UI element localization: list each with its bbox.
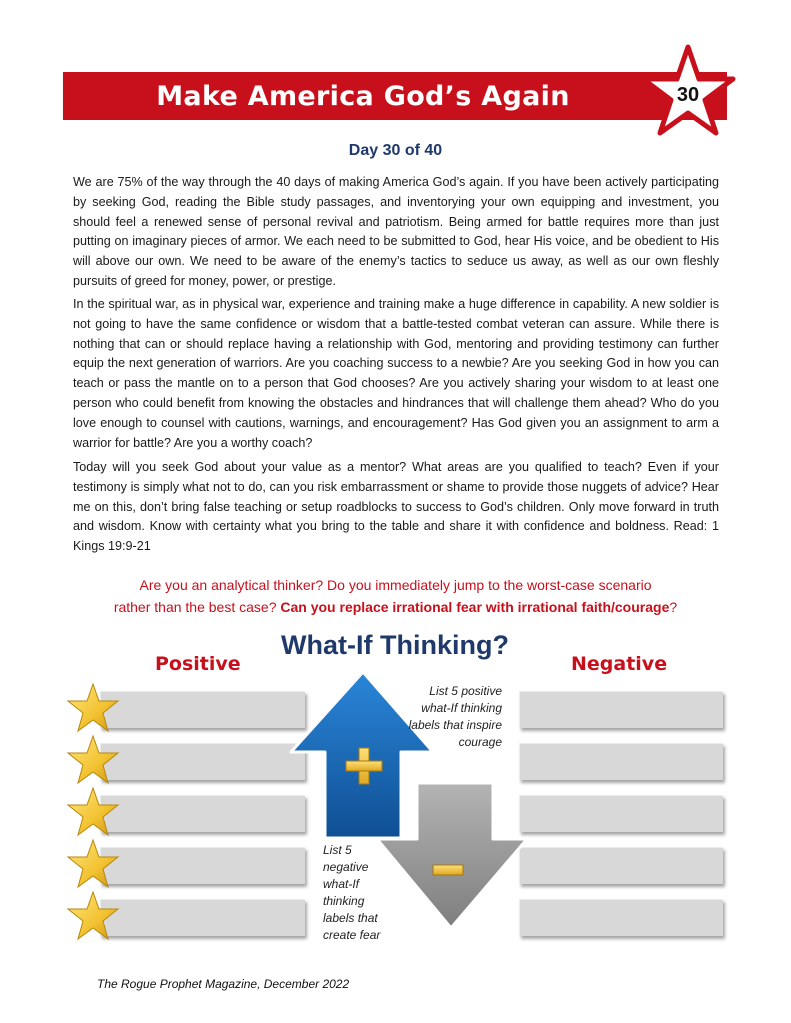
question-end: ? <box>669 599 678 615</box>
footer-credit: The Rogue Prophet Magazine, December 2022 <box>97 977 350 991</box>
reflection-question <box>60 574 731 618</box>
minus-icon <box>433 865 463 875</box>
day-label: Day 30 of 40 <box>348 142 443 159</box>
positive-box-5[interactable] <box>100 899 305 936</box>
negative-instruction: List 5 negative what-If thinking labels that create fear <box>323 843 381 942</box>
paragraph-mentoring: In the spiritual war, as in physical war, experience and training make a huge difference in capability. A new soldier is not going to have the same confidence or wisdom that a battle-tested combat veteran can assure. While there is nothing that can or should replace having a relationship with God, mentoring and providing testimony can further equip the next generation of warriors. Are you coaching success to a newbie? Are you seeking God in how you can teach or pass the mantle on to a person that God chooses? Are you actively sharing your wisdom to at least one person who could benefit from knowing the obstacles and hindrances that will challenge them ahead? Who do you love enough to counsel with cautions, warnings, and encouragement? Has God given you an assignment to arm a warrior for battle? Are you a worthy coach? <box>73 297 719 450</box>
worksheet-title: What-If Thinking? <box>281 630 509 660</box>
star-icon <box>66 734 120 786</box>
negative-box-5[interactable] <box>519 899 723 936</box>
star-icon <box>66 838 120 890</box>
negative-box-4[interactable] <box>519 847 723 884</box>
paragraph-intro: We are 75% of the way through the 40 days of making America God’s again. If you have been actively participating by seeking God, reading the Bible study passages, and inventorying your own equipping and investment, you should feel a renewed sense of personal revival and patriotism. Being armed for battle requires more than just putting on imaginary pieces of armor. We each need to be submitted to God, hear His voice, and be obedient to His will above our own. We need to be aware of the enemy’s tactics to seduce us away, as well as our own fleshly pursuits of greed for money, power, or prestige. <box>73 175 719 288</box>
negative-box-1[interactable] <box>519 691 723 728</box>
positive-box-2[interactable] <box>100 743 305 780</box>
positive-heading: Positive <box>155 653 241 675</box>
negative-box-2[interactable] <box>519 743 723 780</box>
paragraph-application: Today will you seek God about your value as a mentor? What areas are you qualified to teach? Even if your testimony is simply what not to do, can you risk embarrassment or shame to provide those nuggets of advice? Hear me on this, don’t bring false teaching or setup roadblocks to success to God’s children. Only move forward in truth and wisdom. Know with certainty what you bring to the table and share it with confidence and boldness. Read: 1 Kings 19:9-21 <box>73 460 719 554</box>
positive-instruction: List 5 positive what-If thinking labels that inspire courage <box>408 684 502 749</box>
negative-heading: Negative <box>571 653 668 675</box>
star-icon <box>66 786 120 838</box>
page-title: Make America God’s Again <box>156 81 570 112</box>
star-icon <box>66 682 120 734</box>
positive-box-1[interactable] <box>100 691 305 728</box>
question-line-2: rather than the best case? <box>113 599 281 615</box>
positive-box-3[interactable] <box>100 795 305 832</box>
question-emphasis: Can you replace irrational fear with irrational faith/courage <box>280 599 670 615</box>
positive-box-4[interactable] <box>100 847 305 884</box>
question-line-1: Are you an analytical thinker? Do you immediately jump to the worst-case scenario <box>139 577 652 593</box>
day-number: 30 <box>676 84 700 106</box>
negative-box-3[interactable] <box>519 795 723 832</box>
star-icon <box>66 890 120 942</box>
